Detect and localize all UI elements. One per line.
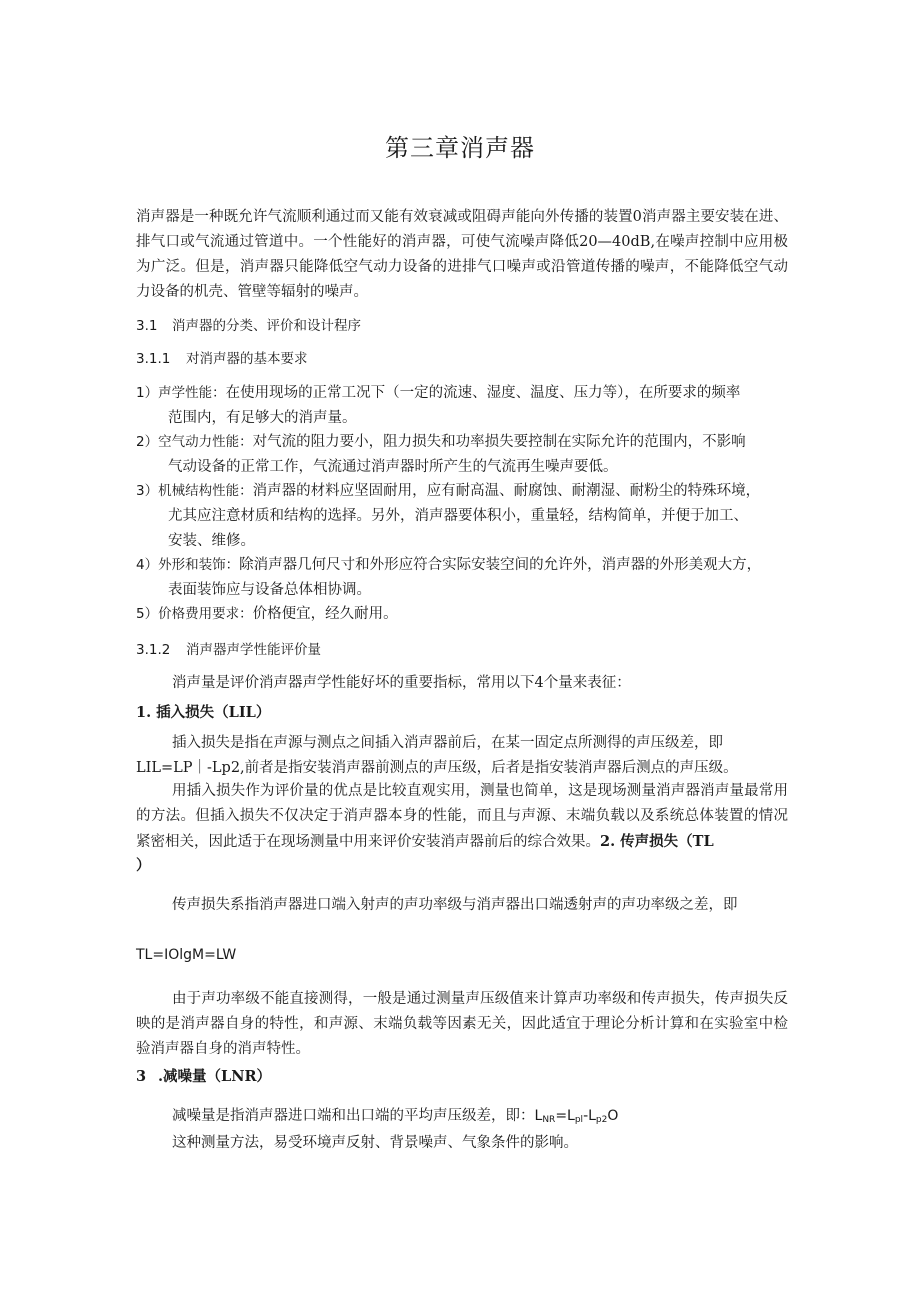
- requirement-item-3: [136, 479, 788, 554]
- section-3-1-heading: [136, 314, 788, 339]
- section-number: 3.1: [136, 318, 158, 334]
- heading-number: 3: [136, 1068, 147, 1085]
- requirement-continuation: 气动设备的正常工作，气流通过消声器时所产生的气流再生噪声要低。: [168, 459, 618, 475]
- heading-text: .减噪量（LNR）: [158, 1068, 272, 1085]
- requirement-lead: 4）外形和装饰：: [136, 557, 240, 573]
- insertion-loss-text: 用插入损失作为评价量的优点是比较直观实用，测量也简单，这是现场测量消声器消声量最常用的方法。但插入损失不仅决定于消声器本身的性能，而且与声源、末端负载以及系统总体装置的情况紧密相关，因此适于在现场测量中用来评价安装消声器前后的综合效果。: [136, 783, 788, 850]
- requirement-lead: 2）空气动力性能：: [136, 434, 253, 450]
- transmission-loss-paragraph: 由于声功率级不能直接测得，一般是通过测量声压级值来计算声功率级和传声损失，传声损失反映的是消声器自身的特性，和声源、末端负载等因素无关，因此适宜于理论分析计算和在实验室中检验消声器自身的消声特性。: [136, 991, 788, 1057]
- requirement-lead: 1）声学性能：: [136, 385, 226, 401]
- requirement-text: 消声器的材料应坚固耐用，应有耐高温、耐腐蚀、耐潮湿、耐粉尘的特殊环境，: [252, 483, 761, 499]
- requirement-item-1: [136, 381, 788, 431]
- requirement-item-5: [136, 602, 788, 627]
- requirement-item-4: [136, 553, 788, 603]
- requirement-text: 在使用现场的正常工况下（一定的流速、湿度、温度、压力等），在所要求的频率: [225, 385, 741, 401]
- insertion-loss-paragraph-2: [136, 779, 788, 855]
- chapter-title: 第三章消声器: [385, 134, 535, 162]
- requirement-text: 对气流的阻力要小，阻力损失和功率损失要控制在实际允许的范围内，不影响: [252, 434, 746, 450]
- transmission-loss-formula: TL=IOlgM=LW: [136, 947, 237, 963]
- requirement-continuation: 安装、维修。: [168, 533, 255, 549]
- section-number: 3.1.2: [136, 642, 171, 658]
- transmission-loss-heading-close: ）: [136, 857, 151, 874]
- requirement-lead: 5）价格费用要求：: [136, 606, 253, 622]
- noise-reduction-heading: [136, 1064, 788, 1089]
- section-3-1-2-intro: 消声量是评价消声器声学性能好坏的重要指标，常用以下4个量来表征：: [172, 675, 631, 691]
- transmission-loss-definition: 传声损失系指消声器进口端入射声的声功率级与消声器出口端透射声的声功率级之差，即: [172, 897, 738, 913]
- section-number: 3.1.1: [136, 351, 171, 367]
- noise-reduction-definition: [136, 1104, 788, 1133]
- section-3-1-1-heading: [136, 347, 788, 372]
- section-3-1-2-heading: [136, 638, 788, 663]
- requirement-continuation: 表面装饰应与设备总体相协调。: [168, 582, 371, 598]
- insertion-loss-heading: 1. 插入损失（LIL）: [136, 704, 271, 721]
- intro-paragraph: 消声器是一种既允许气流顺利通过而又能有效衰减或阻碍声能向外传播的装置0消声器主要安装在进、排气口或气流通过管道中。一个性能好的消声器，可使气流噪声降低20—40dB,在噪声控制中应用极为广泛。但是，消声器只能降低空气动力设备的进排气口噪声或沿管道传播的噪声，不能降低空气动力设备的机壳、管壁等辐射的噪声。: [136, 209, 788, 300]
- requirement-text: 除消声器几何尺寸和外形应符合实际安装空间的允许外，消声器的外形美观大方，: [239, 557, 762, 573]
- requirement-text: 价格便宜，经久耐用。: [252, 606, 398, 622]
- transmission-loss-heading: 2. 传声损失（TL: [600, 833, 714, 850]
- section-title: 对消声器的基本要求: [186, 351, 308, 367]
- noise-reduction-note: 这种测量方法，易受环境声反射、背景噪声、气象条件的影响。: [172, 1135, 578, 1151]
- requirement-lead: 3）机械结构性能：: [136, 483, 253, 499]
- definition-text: 减噪量是指消声器进口端和出口端的平均声压级差，即：: [172, 1108, 535, 1124]
- requirement-item-2: [136, 430, 788, 480]
- noise-reduction-formula: $L_{NR}=L_{pl}-L_{p2}O$: [534, 1108, 619, 1125]
- requirement-continuation: 范围内，有足够大的消声量。: [168, 410, 357, 426]
- section-title: 消声器的分类、评价和设计程序: [172, 318, 361, 334]
- insertion-loss-formula-line: LIL=LP｜-Lp2,前者是指安装消声器前测点的声压级，后者是指安装消声器后测点的声压级。: [136, 760, 738, 776]
- requirement-continuation: 尤其应注意材质和结构的选择。另外，消声器要体积小，重量轻，结构简单，并便于加工、: [168, 508, 748, 524]
- section-title: 消声器声学性能评价量: [186, 642, 321, 658]
- insertion-loss-paragraph-1: [136, 731, 788, 781]
- insertion-loss-definition: 插入损失是指在声源与测点之间插入消声器前后，在某一固定点所测得的声压级差，即: [172, 735, 723, 751]
